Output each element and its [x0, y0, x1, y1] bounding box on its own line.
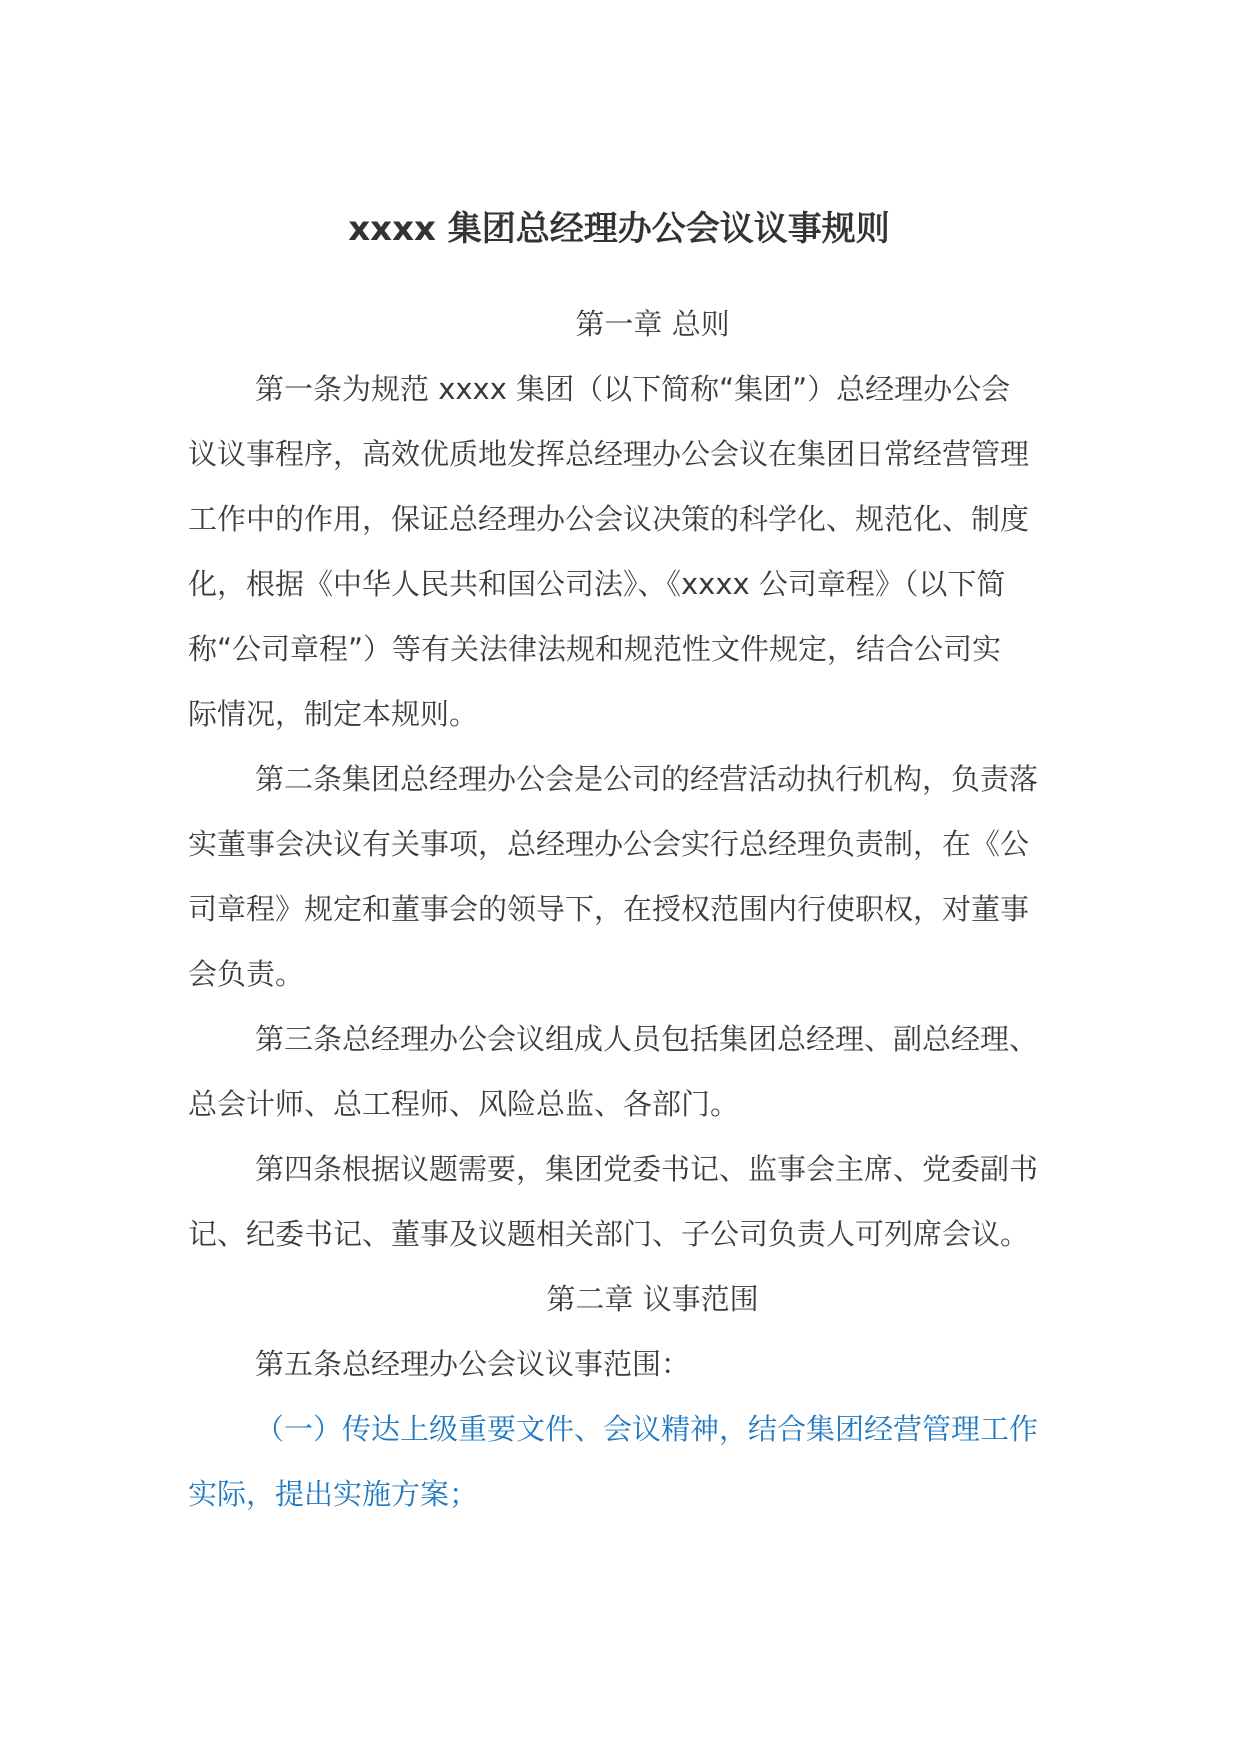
chapter-heading-2: 第二章 议事范围 — [546, 1282, 759, 1316]
document-body — [188, 292, 1050, 1527]
article-1 — [188, 357, 1050, 747]
article-2-line: 第二条集团总经理办公会是公司的经营活动执行机构，负责落 — [255, 762, 1039, 796]
article-3-line: 第三条总经理办公会议组成人员包括集团总经理、副总经理、 — [255, 1022, 1039, 1056]
article-4-line: 记、纪委书记、董事及议题相关部门、子公司负责人可列席会议。 — [188, 1217, 1030, 1251]
article-2-line: 司章程》规定和董事会的领导下，在授权范围内行使职权，对董事 — [188, 892, 1030, 926]
list-item-1 — [188, 1397, 1050, 1527]
list-item-1-line: 实际，提出实施方案； — [188, 1477, 479, 1511]
article-5-line: 第五条总经理办公会议议事范围： — [255, 1347, 691, 1381]
article-1-line: 第一条为规范 xxxx 集团（以下简称“集团”）总经理办公会 — [255, 372, 1011, 406]
chapter-heading-1: 第一章 总则 — [575, 307, 730, 341]
list-item-1-line: （一）传达上级重要文件、会议精神，结合集团经营管理工作 — [255, 1412, 1039, 1446]
article-1-line: 际情况，制定本规则。 — [188, 697, 479, 731]
article-5 — [188, 1332, 1050, 1397]
article-4 — [188, 1137, 1050, 1267]
article-2-line: 会负责。 — [188, 957, 305, 991]
article-2-line: 实董事会决议有关事项，总经理办公会实行总经理负责制，在《公 — [188, 827, 1030, 861]
article-1-line: 化，根据《中华人民共和国公司法》、《xxxx 公司章程》（以下简 — [188, 567, 1006, 601]
article-1-line: 称“公司章程”）等有关法律法规和规范性文件规定，结合公司实 — [188, 632, 1002, 666]
article-1-line: 工作中的作用，保证总经理办公会议决策的科学化、规范化、制度 — [188, 502, 1030, 536]
article-3 — [188, 1007, 1050, 1137]
document-title: xxxx 集团总经理办公会议议事规则 — [348, 209, 890, 249]
article-1-line: 议议事程序，高效优质地发挥总经理办公会议在集团日常经营管理 — [188, 437, 1030, 471]
article-3-line: 总会计师、总工程师、风险总监、各部门。 — [188, 1087, 740, 1121]
article-4-line: 第四条根据议题需要，集团党委书记、监事会主席、党委副书 — [255, 1152, 1039, 1186]
article-2 — [188, 747, 1050, 1007]
